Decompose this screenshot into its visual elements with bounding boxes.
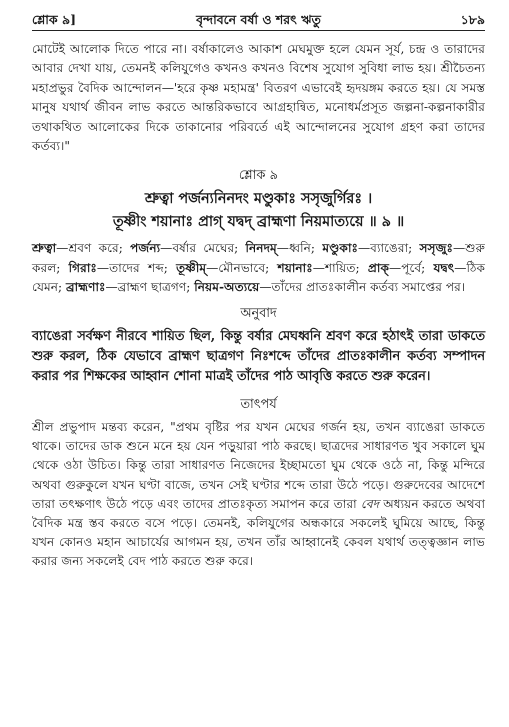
- synonym-meaning: —মৌনভাবে;: [206, 260, 278, 275]
- synonym-word: শয়ানাঃ: [277, 260, 313, 275]
- synonym-meaning: —পূর্বে;: [389, 260, 434, 275]
- synonym-word: প্রাক্: [367, 260, 389, 275]
- synonym-meaning: —শ্রবণ করে;: [56, 241, 131, 256]
- synonym-word: নিনদম্: [245, 241, 277, 256]
- verse-line-2: তূষ্ণীং শয়ানাঃ প্রাগ্ যদ্বদ্ ব্রাহ্মণা নিয়মাত্যয়ে ॥ ৯ ॥: [112, 213, 405, 231]
- purport-part-1: শ্রীল প্রভুপাদ মন্তব্য করেন, "প্রথম বৃষ্টির পর যখন মেঘের গর্জন হয়, তখন ব্যাঙেরা ডাকতে থাকে। তাদের ডাক শুনে মনে হয় যেন পড়ুয়ারা পাঠ করছে। ছাত্রদের সাধারণত খুব সকালে ঘুম থেকে ওঠা উচিত। কিন্তু তারা সাধারণত নিজেদের ইচ্ছামতো ঘুম থেকে ওঠে না, কিন্তু মন্দিরে অথবা গুরুকুলে যখন ঘণ্টা বাজে, তখন সেই ঘণ্টার শব্দে তারা উঠে পড়ে। গুরুদেবের আদেশে তারা তৎক্ষণাৎ উঠে পড়ে এবং তাদের প্রাতঃকৃত্য সমাপন করে তারা: [32, 419, 485, 511]
- synonym-word: নিয়ম-অত্যয়ে: [194, 280, 260, 295]
- purport-italic-veda: বেদ: [360, 496, 380, 511]
- synonym-word: ব্রাহ্মণাঃ: [66, 280, 106, 295]
- header-rule: [32, 30, 485, 31]
- translation-text: ব্যাঙেরা সর্বক্ষণ নীরবে শায়িত ছিল, কিন্তু বর্ষার মেঘধ্বনি শ্রবণ করে হঠাৎই তারা ডাকতে শুরু করল, ঠিক যেভাবে ব্রাহ্মণ ছাত্রগণ নিঃশব্দে তাঁদের প্রাতঃকালীন কর্তব্য সম্পাদন করার পর শিক্ষকের আহ্বান শোনা মাত্রই তাঁদের পাঠ আবৃত্তি করতে শুরু করেন।: [32, 328, 485, 384]
- purport-text: [32, 418, 485, 572]
- running-header: [32, 10, 485, 32]
- synonym-word: যদ্বৎ: [433, 260, 455, 275]
- synonym-meaning: —শুরু করল;: [32, 241, 486, 275]
- synonyms: [32, 239, 485, 298]
- sloka-title: শ্লোক ৯: [238, 168, 279, 184]
- header-chapter-title: বৃন্দাবনে বর্ষা ও শরৎ ঋতু: [196, 12, 321, 27]
- synonym-word: পর্জন্য: [130, 241, 161, 256]
- purport-heading: তাৎপর্য: [240, 396, 277, 412]
- synonym-meaning: —তাঁদের প্রাতঃকালীন কর্তব্য সমাপ্তের পর।: [259, 280, 466, 295]
- verse-line-1: শ্রুত্বা পর্জন্যনিনদং মণ্ডুকাঃ সসৃজুর্গিরঃ ।: [144, 190, 373, 208]
- synonym-meaning: —ব্যাঙেরা;: [357, 241, 420, 256]
- synonym-word: শ্রুত্বা: [32, 241, 57, 256]
- synonym-meaning: —শায়িত;: [312, 260, 368, 275]
- synonym-meaning: —ব্রাহ্মণ ছাত্রগণ;: [105, 280, 195, 295]
- header-verse-ref: শ্লোক ৯]: [32, 12, 76, 27]
- synonym-meaning: —তাদের শব্দ;: [96, 260, 177, 275]
- synonym-word: সসৃজুঃ: [419, 241, 453, 256]
- synonym-word: গিরাঃ: [68, 260, 97, 275]
- synonym-meaning: —বর্ষার মেঘের;: [160, 241, 246, 256]
- synonym-word: মণ্ডুকাঃ: [322, 241, 358, 256]
- purport-part-2: অধ্যয়ন করতে অথবা বৈদিক মন্ত্র স্তব করতে বসে পড়ে। তেমনই, কলিযুগের অন্ধকারে সকলেই ঘুমিয়ে আছে, কিন্তু যখন কোনও মহান আচার্যের আগমন হয়, তখন তাঁর আহ্বানেই কেবল যথার্থ তত্ত্বজ্ঞান লাভ করার জন্য সকলেই বেদ পাঠ করতে শুরু করে।: [32, 496, 485, 569]
- synonym-meaning: —ধ্বনি;: [276, 241, 323, 256]
- quote-paragraph: মোটেই আলোক দিতে পারে না। বর্ষাকালেও আকাশ মেঘমুক্ত হলে যেমন সূর্য, চন্দ্র ও তারাদের আবার দেখা যায়, তেমনই কলিযুগেও কখনও কখনও বিশেষ সুযোগ সুবিধা লাভ হয়। শ্রীচৈতন্য মহাপ্রভুর বৈদিক আন্দোলন—'হরে কৃষ্ণ মহামন্ত্র' বিতরণ এভাবেই হৃদয়ঙ্গম করতে হয়। যে সমস্ত মানুষ যথার্থ জীবন লাভ করতে আন্তরিকভাবে আগ্রহান্বিত, মনোধর্মপ্রসূত জল্পনা-কল্পনাকারীর তথাকথিত আলোকের দিকে তাকানোর পরিবর্তে এই আন্দোলনের সুযোগ গ্রহণ করা তাদের কর্তব্য।": [32, 42, 485, 154]
- synonym-word: তূষ্ণীম্: [176, 260, 207, 275]
- page-number: ১৮৯: [460, 12, 485, 27]
- verse-block: [32, 187, 485, 233]
- translation-heading: অনুবাদ: [240, 305, 277, 321]
- synonym-meaning: —ঠিক যেমন;: [32, 260, 486, 295]
